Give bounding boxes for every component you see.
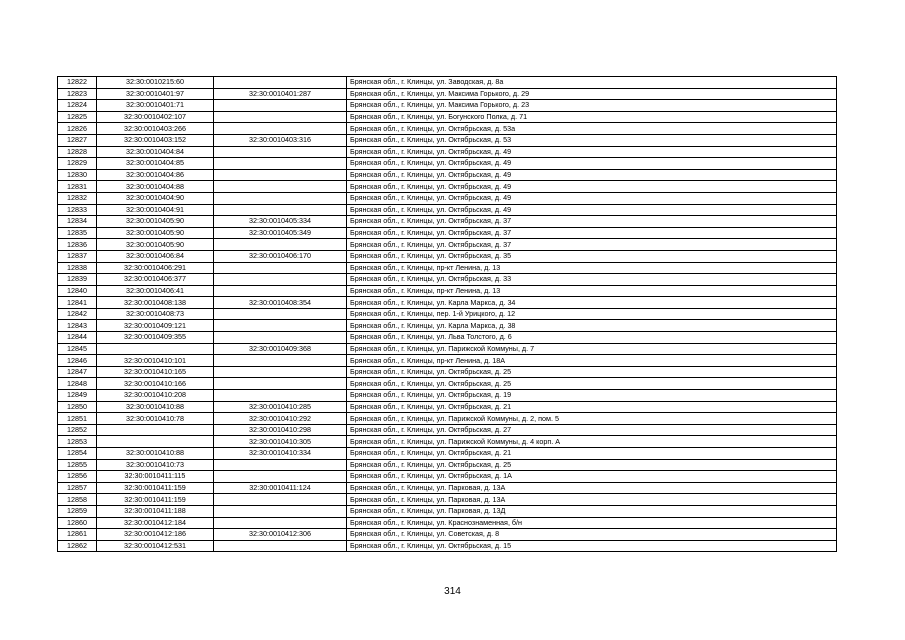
row-number-cell: 12853 [58, 436, 97, 448]
cadastral-number-cell: 32:30:0010410:88 [97, 448, 214, 460]
address-cell: Брянская обл., г. Клинцы, пер. 1-й Урицкого, д. 12 [347, 308, 837, 320]
cadastral-number-cell: 32:30:0010404:91 [97, 204, 214, 216]
table-row [58, 204, 837, 216]
object-number-cell [214, 181, 347, 193]
row-number-cell: 12848 [58, 378, 97, 390]
address-cell: Брянская обл., г. Клинцы, ул. Октябрьская, д. 25 [347, 459, 837, 471]
object-number-cell: 32:30:0010405:334 [214, 216, 347, 228]
row-number-cell: 12837 [58, 250, 97, 262]
address-cell: Брянская обл., г. Клинцы, ул. Октябрьская, д. 53 [347, 134, 837, 146]
object-number-cell [214, 239, 347, 251]
object-number-cell [214, 308, 347, 320]
row-number-cell: 12826 [58, 123, 97, 135]
table-row [58, 111, 837, 123]
address-cell: Брянская обл., г. Клинцы, ул. Октябрьская, д. 1А [347, 471, 837, 483]
row-number-cell: 12841 [58, 297, 97, 309]
table-row [58, 181, 837, 193]
row-number-cell: 12832 [58, 192, 97, 204]
address-cell: Брянская обл., г. Клинцы, ул. Октябрьская, д. 37 [347, 227, 837, 239]
object-number-cell [214, 494, 347, 506]
row-number-cell: 12834 [58, 216, 97, 228]
cadastral-number-cell: 32:30:0010401:97 [97, 88, 214, 100]
row-number-cell: 12862 [58, 540, 97, 552]
row-number-cell: 12842 [58, 308, 97, 320]
object-number-cell [214, 158, 347, 170]
address-cell: Брянская обл., г. Клинцы, ул. Парковая, д. 13Д [347, 505, 837, 517]
cadastral-number-cell: 32:30:0010410:208 [97, 390, 214, 402]
table-row [58, 250, 837, 262]
object-number-cell [214, 332, 347, 344]
cadastral-number-cell [97, 436, 214, 448]
cadastral-number-cell: 32:30:0010411:115 [97, 471, 214, 483]
table-row [58, 216, 837, 228]
object-number-cell [214, 77, 347, 89]
cadastral-number-cell: 32:30:0010404:84 [97, 146, 214, 158]
table-row [58, 192, 837, 204]
address-cell: Брянская обл., г. Клинцы, ул. Октябрьская, д. 15 [347, 540, 837, 552]
cadastral-number-cell: 32:30:0010410:88 [97, 401, 214, 413]
table-row [58, 308, 837, 320]
table-row [58, 436, 837, 448]
cadastral-number-cell: 32:30:0010401:71 [97, 100, 214, 112]
registry-table [57, 76, 837, 552]
cadastral-number-cell: 32:30:0010405:90 [97, 239, 214, 251]
table-row [58, 262, 837, 274]
object-number-cell: 32:30:0010411:124 [214, 482, 347, 494]
address-cell: Брянская обл., г. Клинцы, ул. Парижской Коммуны, д. 7 [347, 343, 837, 355]
object-number-cell: 32:30:0010401:287 [214, 88, 347, 100]
row-number-cell: 12844 [58, 332, 97, 344]
address-cell: Брянская обл., г. Клинцы, ул. Богунского Полка, д. 71 [347, 111, 837, 123]
cadastral-number-cell: 32:30:0010406:84 [97, 250, 214, 262]
row-number-cell: 12827 [58, 134, 97, 146]
cadastral-number-cell: 32:30:0010405:90 [97, 216, 214, 228]
object-number-cell [214, 146, 347, 158]
row-number-cell: 12825 [58, 111, 97, 123]
cadastral-number-cell: 32:30:0010410:101 [97, 355, 214, 367]
table-row [58, 227, 837, 239]
address-cell: Брянская обл., г. Клинцы, пр-кт Ленина, д. 18А [347, 355, 837, 367]
table-row [58, 494, 837, 506]
row-number-cell: 12830 [58, 169, 97, 181]
address-cell: Брянская обл., г. Клинцы, ул. Краснознаменная, б/н [347, 517, 837, 529]
table-row [58, 529, 837, 541]
address-cell: Брянская обл., г. Клинцы, ул. Октябрьская, д. 37 [347, 239, 837, 251]
address-cell: Брянская обл., г. Клинцы, ул. Октябрьская, д. 37 [347, 216, 837, 228]
address-cell: Брянская обл., г. Клинцы, ул. Октябрьская, д. 27 [347, 424, 837, 436]
row-number-cell: 12859 [58, 505, 97, 517]
address-cell: Брянская обл., г. Клинцы, ул. Октябрьская, д. 49 [347, 181, 837, 193]
cadastral-number-cell: 32:30:0010410:73 [97, 459, 214, 471]
address-cell: Брянская обл., г. Клинцы, ул. Парковая, д. 13А [347, 482, 837, 494]
address-cell: Брянская обл., г. Клинцы, ул. Октябрьская, д. 49 [347, 204, 837, 216]
table-row [58, 505, 837, 517]
address-cell: Брянская обл., г. Клинцы, ул. Октябрьская, д. 53а [347, 123, 837, 135]
cadastral-number-cell: 32:30:0010404:85 [97, 158, 214, 170]
cadastral-number-cell: 32:30:0010411:159 [97, 482, 214, 494]
row-number-cell: 12839 [58, 274, 97, 286]
address-cell: Брянская обл., г. Клинцы, пр-кт Ленина, д. 13 [347, 285, 837, 297]
cadastral-number-cell: 32:30:0010404:90 [97, 192, 214, 204]
cadastral-number-cell: 32:30:0010406:41 [97, 285, 214, 297]
row-number-cell: 12840 [58, 285, 97, 297]
cadastral-number-cell: 32:30:0010410:166 [97, 378, 214, 390]
object-number-cell: 32:30:0010410:285 [214, 401, 347, 413]
object-number-cell [214, 355, 347, 367]
row-number-cell: 12835 [58, 227, 97, 239]
table-row [58, 459, 837, 471]
cadastral-number-cell: 32:30:0010412:186 [97, 529, 214, 541]
cadastral-number-cell: 32:30:0010408:138 [97, 297, 214, 309]
address-cell: Брянская обл., г. Клинцы, ул. Октябрьская, д. 49 [347, 146, 837, 158]
address-cell: Брянская обл., г. Клинцы, ул. Октябрьская, д. 21 [347, 401, 837, 413]
object-number-cell: 32:30:0010410:334 [214, 448, 347, 460]
object-number-cell [214, 192, 347, 204]
table-row [58, 320, 837, 332]
object-number-cell: 32:30:0010410:298 [214, 424, 347, 436]
address-cell: Брянская обл., г. Клинцы, ул. Октябрьская, д. 49 [347, 158, 837, 170]
address-cell: Брянская обл., г. Клинцы, пр-кт Ленина, д. 13 [347, 262, 837, 274]
address-cell: Брянская обл., г. Клинцы, ул. Максима Горького, д. 29 [347, 88, 837, 100]
cadastral-number-cell: 32:30:0010405:90 [97, 227, 214, 239]
row-number-cell: 12824 [58, 100, 97, 112]
address-cell: Брянская обл., г. Клинцы, ул. Октябрьская, д. 49 [347, 192, 837, 204]
object-number-cell: 32:30:0010408:354 [214, 297, 347, 309]
cadastral-number-cell: 32:30:0010410:78 [97, 413, 214, 425]
cadastral-number-cell [97, 424, 214, 436]
object-number-cell [214, 517, 347, 529]
table-row [58, 390, 837, 402]
table-row [58, 134, 837, 146]
row-number-cell: 12828 [58, 146, 97, 158]
row-number-cell: 12829 [58, 158, 97, 170]
address-cell: Брянская обл., г. Клинцы, ул. Октябрьская, д. 49 [347, 169, 837, 181]
cadastral-number-cell: 32:30:0010412:184 [97, 517, 214, 529]
row-number-cell: 12858 [58, 494, 97, 506]
object-number-cell [214, 390, 347, 402]
table-row [58, 378, 837, 390]
table-row [58, 297, 837, 309]
object-number-cell [214, 262, 347, 274]
table-row [58, 274, 837, 286]
cadastral-number-cell: 32:30:0010404:86 [97, 169, 214, 181]
table-row [58, 123, 837, 135]
row-number-cell: 12836 [58, 239, 97, 251]
table-row [58, 88, 837, 100]
table-row [58, 448, 837, 460]
cadastral-number-cell: 32:30:0010402:107 [97, 111, 214, 123]
address-cell: Брянская обл., г. Клинцы, ул. Октябрьская, д. 25 [347, 378, 837, 390]
object-number-cell: 32:30:0010405:349 [214, 227, 347, 239]
address-cell: Брянская обл., г. Клинцы, ул. Максима Горького, д. 23 [347, 100, 837, 112]
address-cell: Брянская обл., г. Клинцы, ул. Октябрьская, д. 21 [347, 448, 837, 460]
address-cell: Брянская обл., г. Клинцы, ул. Октябрьская, д. 25 [347, 366, 837, 378]
table-row [58, 366, 837, 378]
table-row [58, 471, 837, 483]
row-number-cell: 12855 [58, 459, 97, 471]
object-number-cell [214, 123, 347, 135]
cadastral-number-cell: 32:30:0010411:159 [97, 494, 214, 506]
row-number-cell: 12861 [58, 529, 97, 541]
object-number-cell [214, 169, 347, 181]
table-row [58, 169, 837, 181]
object-number-cell [214, 320, 347, 332]
table-row [58, 517, 837, 529]
object-number-cell: 32:30:0010410:305 [214, 436, 347, 448]
object-number-cell [214, 111, 347, 123]
table-row [58, 100, 837, 112]
row-number-cell: 12845 [58, 343, 97, 355]
address-cell: Брянская обл., г. Клинцы, ул. Парковая, д. 13А [347, 494, 837, 506]
cadastral-number-cell: 32:30:0010412:531 [97, 540, 214, 552]
row-number-cell: 12823 [58, 88, 97, 100]
cadastral-number-cell: 32:30:0010404:88 [97, 181, 214, 193]
object-number-cell [214, 274, 347, 286]
address-cell: Брянская обл., г. Клинцы, ул. Льва Толстого, д. 6 [347, 332, 837, 344]
table-row [58, 424, 837, 436]
table-row [58, 343, 837, 355]
address-cell: Брянская обл., г. Клинцы, ул. Заводская, д. 8а [347, 77, 837, 89]
cadastral-number-cell: 32:30:0010408:73 [97, 308, 214, 320]
cadastral-number-cell: 32:30:0010403:266 [97, 123, 214, 135]
row-number-cell: 12851 [58, 413, 97, 425]
row-number-cell: 12831 [58, 181, 97, 193]
cadastral-number-cell [97, 343, 214, 355]
table-row [58, 239, 837, 251]
row-number-cell: 12854 [58, 448, 97, 460]
row-number-cell: 12860 [58, 517, 97, 529]
row-number-cell: 12850 [58, 401, 97, 413]
row-number-cell: 12833 [58, 204, 97, 216]
table-row [58, 482, 837, 494]
object-number-cell [214, 100, 347, 112]
cadastral-number-cell: 32:30:0010406:291 [97, 262, 214, 274]
address-cell: Брянская обл., г. Клинцы, ул. Карла Маркса, д. 34 [347, 297, 837, 309]
row-number-cell: 12857 [58, 482, 97, 494]
table-row [58, 146, 837, 158]
object-number-cell [214, 459, 347, 471]
table-row [58, 401, 837, 413]
address-cell: Брянская обл., г. Клинцы, ул. Парижской Коммуны, д. 4 корп. А [347, 436, 837, 448]
object-number-cell [214, 366, 347, 378]
row-number-cell: 12822 [58, 77, 97, 89]
table-row [58, 77, 837, 89]
address-cell: Брянская обл., г. Клинцы, ул. Советская, д. 8 [347, 529, 837, 541]
address-cell: Брянская обл., г. Клинцы, ул. Октябрьская, д. 33 [347, 274, 837, 286]
table-row [58, 413, 837, 425]
object-number-cell: 32:30:0010410:292 [214, 413, 347, 425]
object-number-cell [214, 505, 347, 517]
cadastral-number-cell: 32:30:0010403:152 [97, 134, 214, 146]
cadastral-number-cell: 32:30:0010411:188 [97, 505, 214, 517]
object-number-cell [214, 285, 347, 297]
row-number-cell: 12846 [58, 355, 97, 367]
table-row [58, 355, 837, 367]
row-number-cell: 12849 [58, 390, 97, 402]
cadastral-number-cell: 32:30:0010409:121 [97, 320, 214, 332]
object-number-cell [214, 471, 347, 483]
row-number-cell: 12852 [58, 424, 97, 436]
address-cell: Брянская обл., г. Клинцы, ул. Октябрьская, д. 19 [347, 390, 837, 402]
address-cell: Брянская обл., г. Клинцы, ул. Парижской Коммуны, д. 2, пом. 5 [347, 413, 837, 425]
cadastral-number-cell: 32:30:0010215:60 [97, 77, 214, 89]
object-number-cell: 32:30:0010406:170 [214, 250, 347, 262]
cadastral-number-cell: 32:30:0010406:377 [97, 274, 214, 286]
object-number-cell [214, 540, 347, 552]
object-number-cell: 32:30:0010409:368 [214, 343, 347, 355]
address-cell: Брянская обл., г. Клинцы, ул. Карла Маркса, д. 38 [347, 320, 837, 332]
object-number-cell [214, 204, 347, 216]
row-number-cell: 12843 [58, 320, 97, 332]
row-number-cell: 12847 [58, 366, 97, 378]
object-number-cell: 32:30:0010403:316 [214, 134, 347, 146]
cadastral-number-cell: 32:30:0010409:355 [97, 332, 214, 344]
table-row [58, 158, 837, 170]
address-cell: Брянская обл., г. Клинцы, ул. Октябрьская, д. 35 [347, 250, 837, 262]
object-number-cell [214, 378, 347, 390]
registry-table-body [58, 77, 837, 552]
row-number-cell: 12838 [58, 262, 97, 274]
cadastral-number-cell: 32:30:0010410:165 [97, 366, 214, 378]
object-number-cell: 32:30:0010412:306 [214, 529, 347, 541]
page-number: 314 [444, 586, 461, 597]
row-number-cell: 12856 [58, 471, 97, 483]
table-row [58, 332, 837, 344]
table-row [58, 540, 837, 552]
table-row [58, 285, 837, 297]
